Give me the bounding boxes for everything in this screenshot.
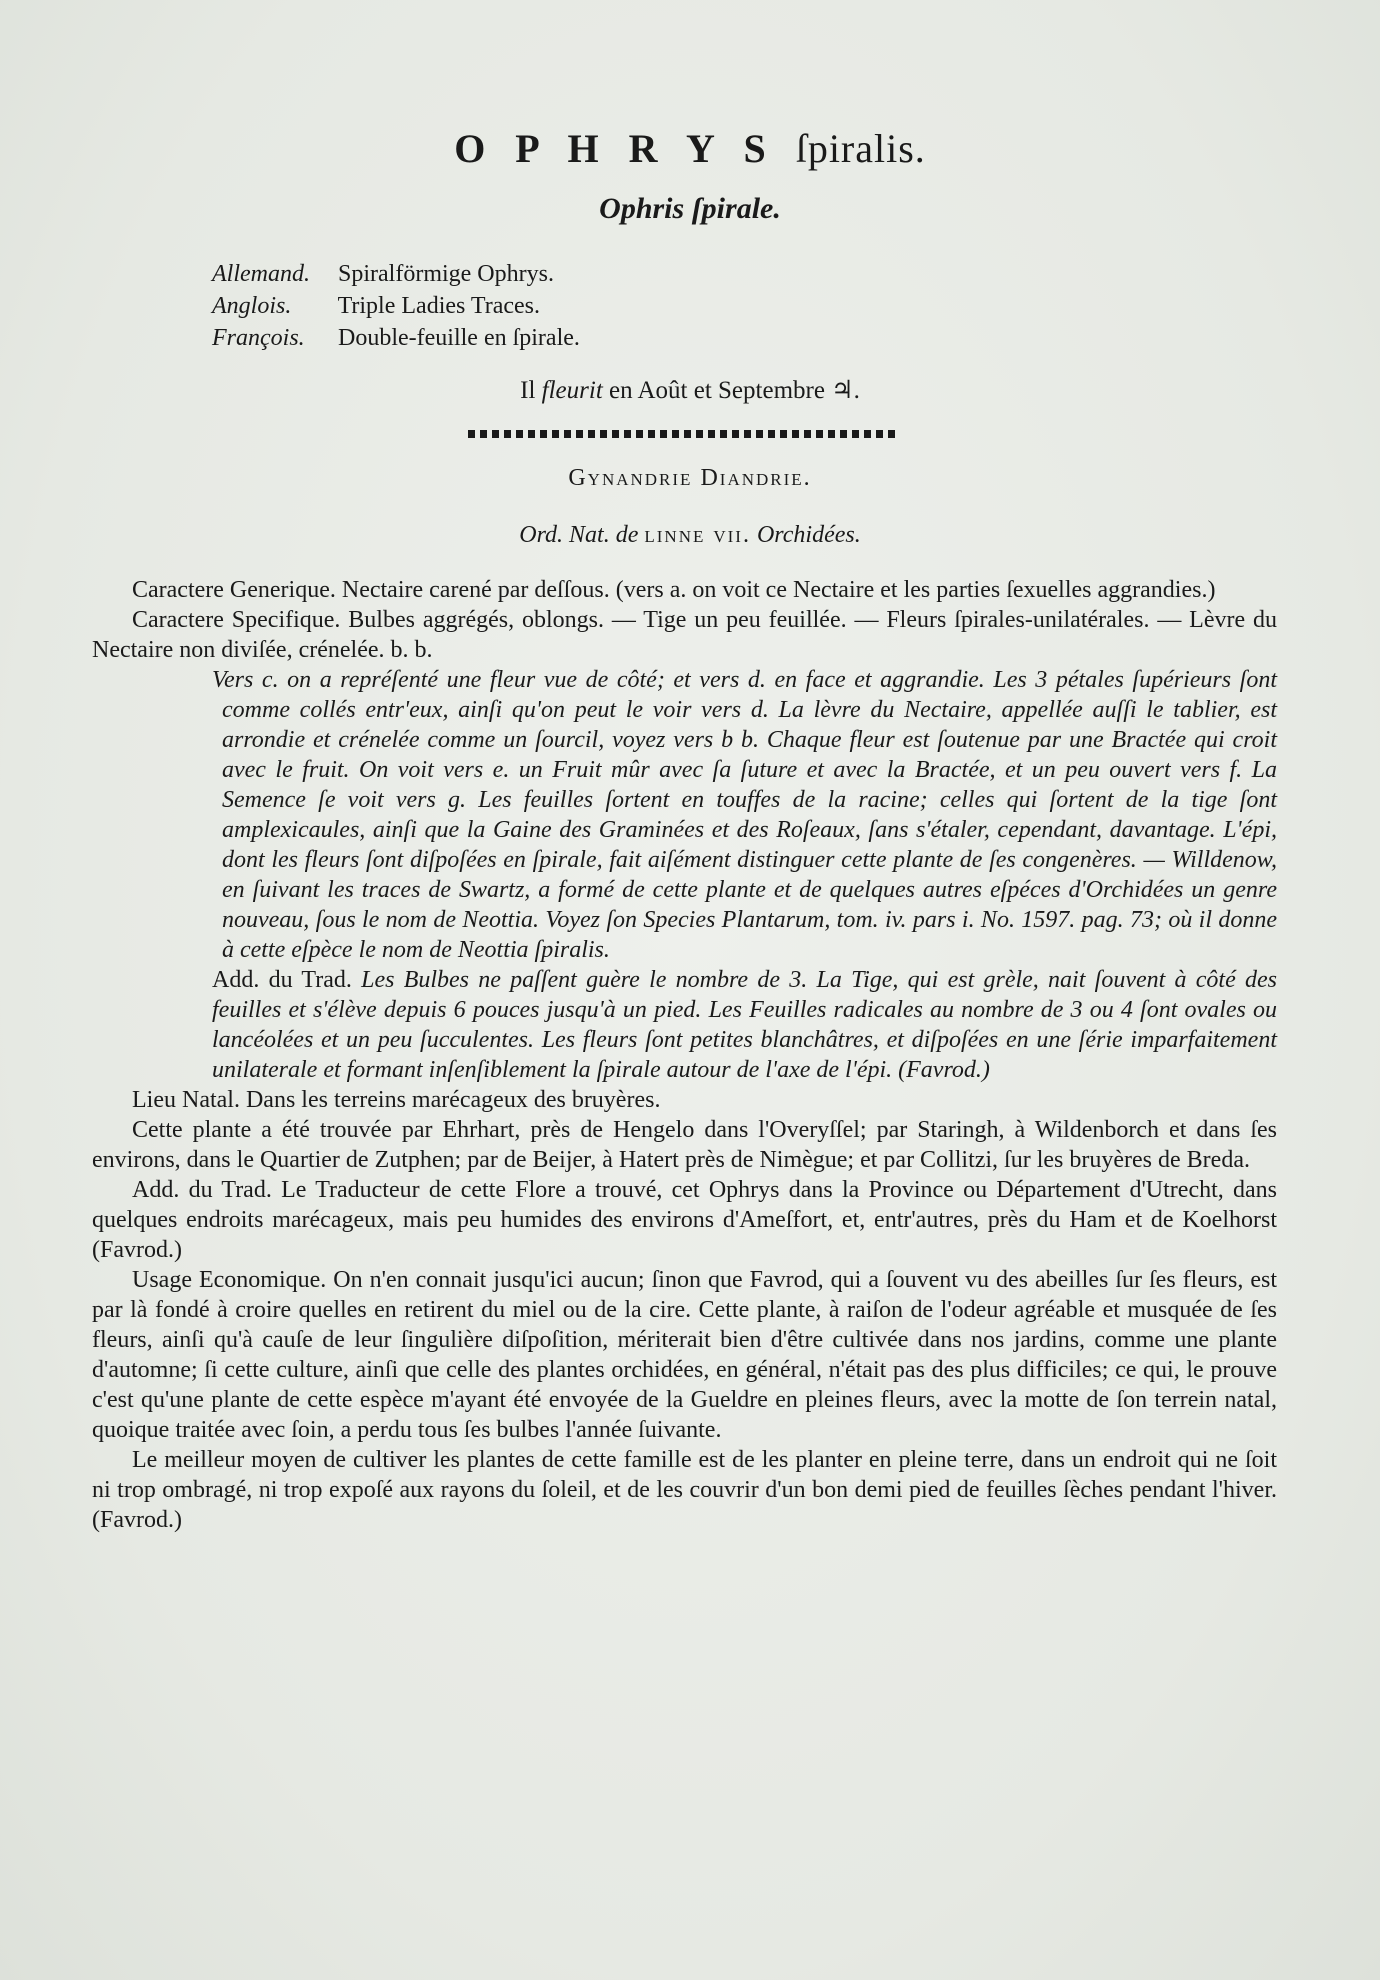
flowering-prefix: Il [520, 377, 536, 404]
vernacular-lang: Allemand. [212, 261, 310, 287]
generic-character: Caractere Generique. Nectaire carené par deſſous. (vers a. on voit ce Nectaire et les parties ſexuelles aggrandies.) [132, 577, 1216, 603]
genus-name: O P H R Y S [454, 126, 776, 171]
flowering-text: en Août et Septembre ♃. [609, 377, 860, 404]
translator-locations: Add. du Trad. Le Traducteur de cette Flore a trouvé, cet Ophrys dans la Province ou Département d'Utrecht, dans quelques endroits marécageux, mais peu humides des environs d'Ameſfort, et, entr'autres, près du Ham et de Koelhorst (Favrod.) [92, 1177, 1277, 1263]
vernacular-lang: François. [212, 325, 305, 351]
french-name: Ophris ſpirale. [599, 192, 781, 225]
flowering-time [0, 375, 1380, 405]
translator-text: Les Bulbes ne paſſent guère le nombre de 3. La Tige, qui est grèle, nait ſouvent à côté des feuilles et s'élève depuis 6 pouces jusqu'à un pied. Les Feuilles radicales au nombre de 3 ou 4 ſont ovales ou lancéolées et un peu ſucculentes. Les fleurs ſont petites blanchâtres, et diſpoſées en une ſérie imparfaitement unilaterale et formant inſenſiblement la ſpirale autour de l'axe de l'épi. (Favrod.) [212, 967, 1277, 1083]
page-title [0, 125, 1380, 172]
species-name: ſpiralis. [795, 126, 926, 171]
vernacular-names [212, 258, 580, 354]
figure-notes: Vers c. on a repréſenté une fleur vue de côté; et vers d. en face et aggrandie. Les 3 pétales ſupérieurs ſont comme collés entr'eux, ainſi qu'on peut le voir vers d. La lèvre du Nectaire, appellée auſſi le tablier, est arrondie et crénelée comme un ſourcil, voyez vers b b. Chaque fleur est ſoutenue par une Bractée qui croit avec le fruit. On voit vers e. un Fruit mûr avec ſa ſuture et avec la Bractée, et un peu ouvert vers f. La Semence ſe voit vers g. Les feuilles ſortent en touffes de la racine; celles qui ſortent de la tige ſont amplexicaules, ainſi que la Gaine des Graminées et des Roſeaux, ſans s'étaler, cependant, davantage. L'épi, dont les fleurs ſont diſpoſées en ſpirale, fait aiſément distinguer cette plante de ſes congenères. — Willdenow, en ſuivant les traces de Swartz, a formé de cette plante et de quelques autres eſpéces d'Orchidées un genre nouveau, ſous le nom de Neottia. Voyez ſon Species Plantarum, tom. iv. pars i. No. 1597. pag. 73; où il donne à cette eſpèce le nom de Neottia ſpiralis. [212, 667, 1277, 963]
natural-order [0, 522, 1380, 549]
order-linne: linne vii. [644, 522, 751, 548]
vernacular-row [212, 322, 580, 354]
natural-habitat: Lieu Natal. Dans les terreins marécageux des bruyères. [132, 1087, 661, 1113]
locations: Cette plante a été trouvée par Ehrhart, près de Hengelo dans l'Overyſſel; par Staringh, à Wildenborch et dans ſes environs, dans le Quartier de Zutphen; par de Beijer, à Hatert près de Nimègue; et par Collitzi, ſur les bruyères de Breda. [92, 1117, 1277, 1173]
order-family: Orchidées. [756, 522, 861, 548]
vernacular-row [212, 290, 580, 322]
description-body [92, 575, 1277, 1535]
vernacular-name: Double-feuille en ſpirale. [338, 325, 580, 351]
vernacular-name: Spiralförmige Ophrys. [338, 261, 554, 287]
economic-use: Usage Economique. On n'en connait jusqu'ici aucun; ſinon que Favrod, qui a ſouvent vu des abeilles ſur ſes fleurs, est par là fondé à croire quelles en retirent du miel ou de la cire. Cette plante, à raiſon de l'odeur agréable et musquée de ſes fleurs, ainſi qu'à cauſe de leur ſingulière diſpoſition, mériterait bien d'être cultivée dans nos jardins, comme une plante d'automne; ſi cette culture, ainſi que celle des plantes orchidées, en général, n'était pas des plus difficiles; ce qui, le prouve c'est qu'une plante de cette espèce m'ayant été envoyée de la Gueldre en pleines fleurs, avec la motte de ſon terrein natal, quoique traitée avec ſoin, a perdu tous ſes bulbes l'année ſuivante. [92, 1267, 1277, 1443]
vernacular-name: Triple Ladies Traces. [337, 293, 541, 319]
ornamental-divider [468, 430, 898, 438]
specific-character: Caractere Specifique. Bulbes aggrégés, oblongs. — Tige un peu feuillée. — Fleurs ſpirales-unilatérales. — Lèvre du Nectaire non diviſée, crénelée. b. b. [92, 607, 1277, 663]
vernacular-lang: Anglois. [212, 293, 292, 319]
vernacular-row [212, 258, 580, 290]
linnaean-class: Gynandrie Diandrie. [568, 465, 812, 491]
cultivation: Le meilleur moyen de cultiver les plantes de cette famille est de les planter en pleine terre, dans un endroit qui ne ſoit ni trop ombragé, ni trop expoſé aux rayons du ſoleil, et de les couvrir d'un bon demi pied de feuilles ſèches pendant l'hiver. (Favrod.) [92, 1447, 1277, 1533]
order-label: Ord. Nat. de [519, 522, 639, 548]
translator-label: Add. du Trad. [212, 967, 352, 993]
flowering-verb: fleurit [541, 377, 603, 404]
translator-addition [212, 965, 1277, 1085]
